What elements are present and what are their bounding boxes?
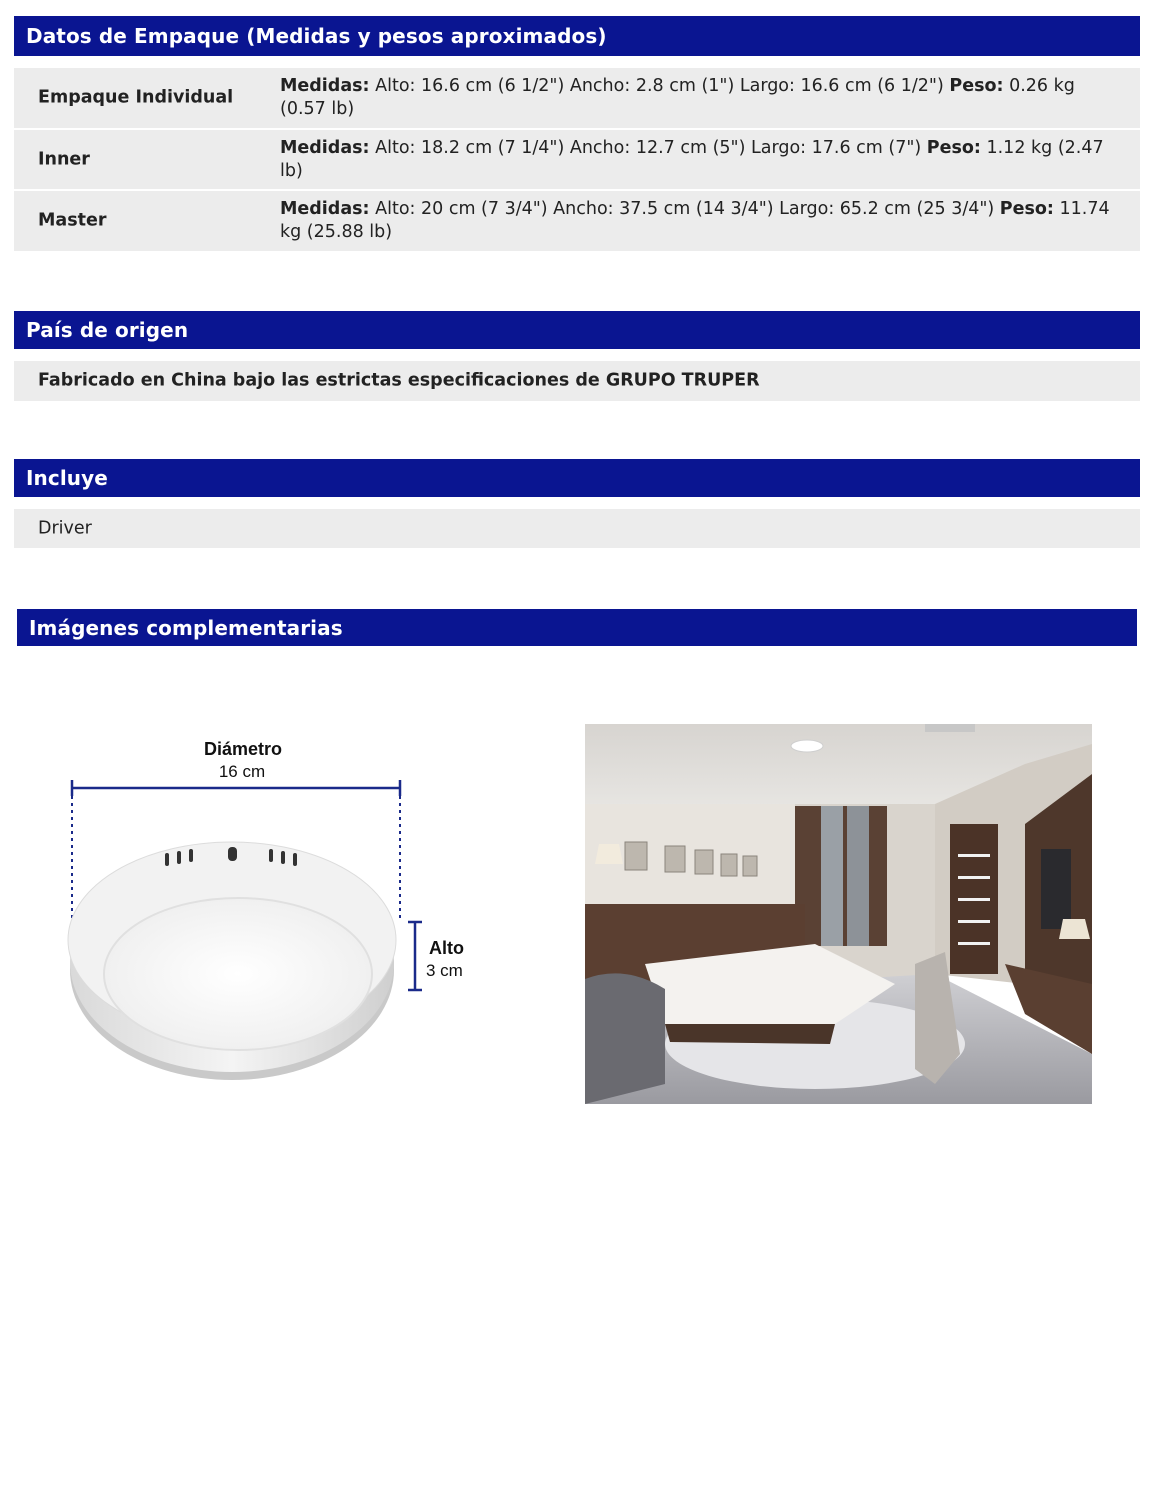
- origin-section-header: [14, 311, 1140, 349]
- includes-section-header: [14, 459, 1140, 497]
- images-section-header: [17, 609, 1137, 646]
- peso-label: Peso:: [999, 199, 1054, 219]
- diameter-label: Diámetro: [203, 739, 283, 759]
- peso-value: 11.74 kg (25.88 lb): [280, 199, 1110, 242]
- includes-section-title: Incluye: [26, 466, 108, 490]
- diameter-value: 16 cm: [218, 762, 266, 781]
- row-label: Master: [38, 210, 107, 231]
- packaging-row-individual: [14, 68, 1140, 130]
- row-value: [280, 198, 1112, 244]
- row-value: [280, 75, 1112, 121]
- medidas-value: Alto: 20 cm (7 3/4") Ancho: 37.5 cm (14 3/4") Largo: 65.2 cm (25 3/4"): [369, 199, 1000, 219]
- ceiling-lamp: [791, 740, 823, 752]
- medidas-label: Medidas:: [280, 76, 370, 96]
- packaging-section-header: [14, 16, 1140, 56]
- origin-section-title: País de origen: [26, 318, 189, 342]
- armchair: [585, 973, 665, 1104]
- includes-row: [14, 509, 1140, 550]
- packaging-section-title: Datos de Empaque (Medidas y pesos aproximados): [26, 24, 607, 48]
- height-label: Alto: [429, 938, 464, 958]
- origin-row: [14, 361, 1140, 403]
- row-label: Inner: [38, 149, 90, 169]
- row-value: [280, 137, 1112, 183]
- includes-text: Driver: [38, 518, 92, 538]
- medidas-label: Medidas:: [280, 137, 370, 158]
- bedroom-photo: [585, 724, 1092, 1104]
- peso-label: Peso:: [949, 76, 1004, 96]
- origin-text: Fabricado en China bajo las estrictas especificaciones de GRUPO TRUPER: [38, 370, 760, 391]
- packaging-row-inner: [14, 130, 1140, 191]
- product-dimension-diagram: [60, 730, 480, 1100]
- peso-value: 1.12 kg (2.47 lb): [280, 137, 1104, 181]
- peso-value: 0.26 kg (0.57 lb): [280, 76, 1075, 119]
- height-value: 3 cm: [426, 961, 463, 980]
- medidas-value: Alto: 16.6 cm (6 1/2") Ancho: 2.8 cm (1") Largo: 16.6 cm (6 1/2"): [369, 76, 950, 96]
- peso-label: Peso:: [926, 137, 981, 158]
- row-label: Empaque Individual: [38, 87, 234, 108]
- fixture-diffuser: [104, 898, 372, 1050]
- bedroom-photo-svg: [585, 724, 1092, 1104]
- medidas-label: Medidas:: [280, 199, 370, 219]
- packaging-row-master: [14, 191, 1140, 253]
- images-section-title: Imágenes complementarias: [29, 615, 343, 640]
- medidas-value: Alto: 18.2 cm (7 1/4") Ancho: 12.7 cm (5") Largo: 17.6 cm (7"): [369, 137, 927, 158]
- product-diagram-svg: [60, 730, 480, 1100]
